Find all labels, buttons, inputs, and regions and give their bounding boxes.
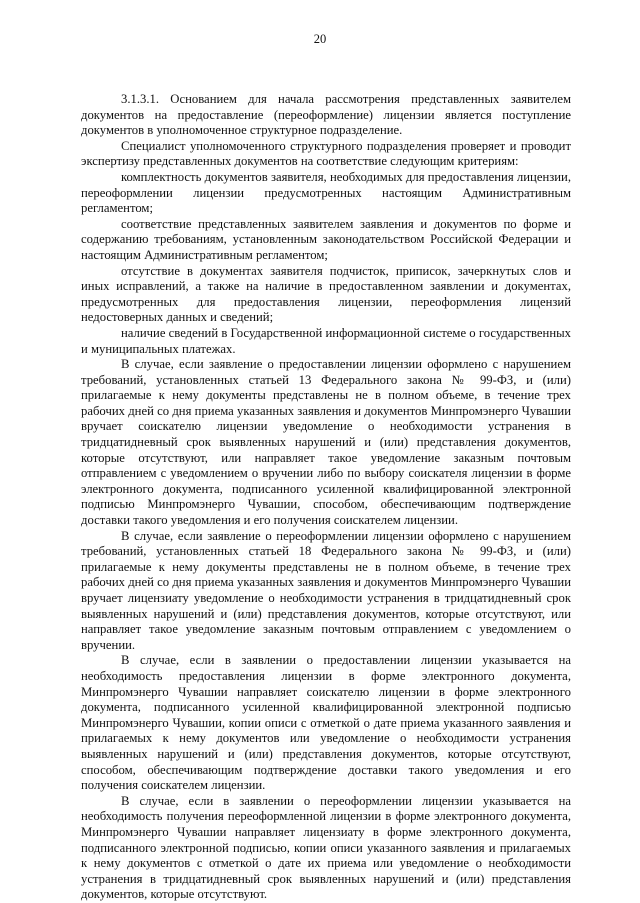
criterion-payment-info: наличие сведений в Государственной информационной системе о государственных и муниципальных платежах.	[81, 325, 571, 356]
criterion-completeness: комплектность документов заявителя, необходимых для предоставления лицензии, переоформлении лицензии предусмотренных настоящим Административным регламентом;	[81, 169, 571, 216]
paragraph-license-reissue-violation: В случае, если заявление о переоформлении лицензии оформлено с нарушением требований, установленных статьей 18 Федерального закона № 99-ФЗ, и (или) прилагаемые к нему документы представлены не в полном объеме, в течение трех рабочих дней со дня приема указанных заявления и документов Минпромэнерго Чувашии вручает лицензиату уведомление о необходимости устранения в тридцатидневный срок выявленных нарушений и (или) представления документов, которые отсутствуют, или направляет такое уведомление заказным почтовым отправлением с уведомлением о вручении.	[81, 528, 571, 652]
criterion-conformity: соответствие представленных заявителем заявления и документов по форме и содержанию требованиям, установленным законодательством Российской Федерации и настоящим Административным регламентом;	[81, 216, 571, 262]
paragraph-electronic-grant: В случае, если в заявлении о предоставлении лицензии указывается на необходимость предоставления лицензии в форме электронного документа, Минпромэнерго Чувашии направляет соискателю лицензии в форме электронного документа, подписанного усиленной квалифицированной электронной подписью Минпромэнерго Чувашии, копии описи с отметкой о дате приема указанного заявления и прилагаемых к нему документов или уведомление о необходимости устранения выявленных нарушений и (или) представления документов, которые отсутствуют, способом, обеспечивающим подтверждение доставки такого уведомления и его получения соискателем лицензии.	[81, 653, 571, 793]
paragraph-3-1-3-1: 3.1.3.1. Основанием для начала рассмотрения представленных заявителем документов на предоставление (переоформление) лицензии является поступление документов в уполномоченное структурное подразделение.	[81, 92, 571, 138]
paragraph-specialist-check: Специалист уполномоченного структурного подразделения проверяет и проводит экспертизу представленных документов на соответствие следующим критериям:	[81, 138, 571, 169]
paragraph-electronic-reissue: В случае, если в заявлении о переоформлении лицензии указывается на необходимость получения переоформленной лицензии в форме электронного документа, Минпромэнерго Чувашии направляет лицензиату в форме электронного документа, подписанного электронной подписью, копии описи указанного заявления и прилагаемых к нему документов с отметкой о дате их приема или уведомление о необходимости устранения в тридцатидневный срок выявленных нарушений и (или) представления документов, которые отсутствуют.	[81, 793, 571, 902]
criterion-no-corrections: отсутствие в документах заявителя подчисток, приписок, зачеркнутых слов и иных исправлений, а также на наличие в предоставленном заявлении и документах, предусмотренных для предоставления лицензии, переоформления лицензий недостоверных данных и сведений;	[81, 263, 571, 325]
paragraph-license-grant-violation: В случае, если заявление о предоставлении лицензии оформлено с нарушением требований, установленных статьей 13 Федерального закона № 99-ФЗ, и (или) прилагаемые к нему документы представлены не в полном объеме, в течение трех рабочих дней со дня приема указанных заявления и документов Минпромэнерго Чувашии вручает соискателю лицензии уведомление о необходимости устранения в тридцатидневный срок выявленных нарушений и (или) представления документов, которые отсутствуют, или направляет такое уведомление заказным почтовым отправлением с уведомлением о вручении либо по выбору соискателя лицензии в форме электронного документа, подписанного усиленной квалифицированной электронной подписью Минпромэнерго Чувашии, способом, обеспечивающим подтверждение доставки такого уведомления и его получения соискателем лицензии.	[81, 357, 571, 528]
page-number: 20	[313, 32, 327, 46]
document-body	[81, 92, 571, 903]
